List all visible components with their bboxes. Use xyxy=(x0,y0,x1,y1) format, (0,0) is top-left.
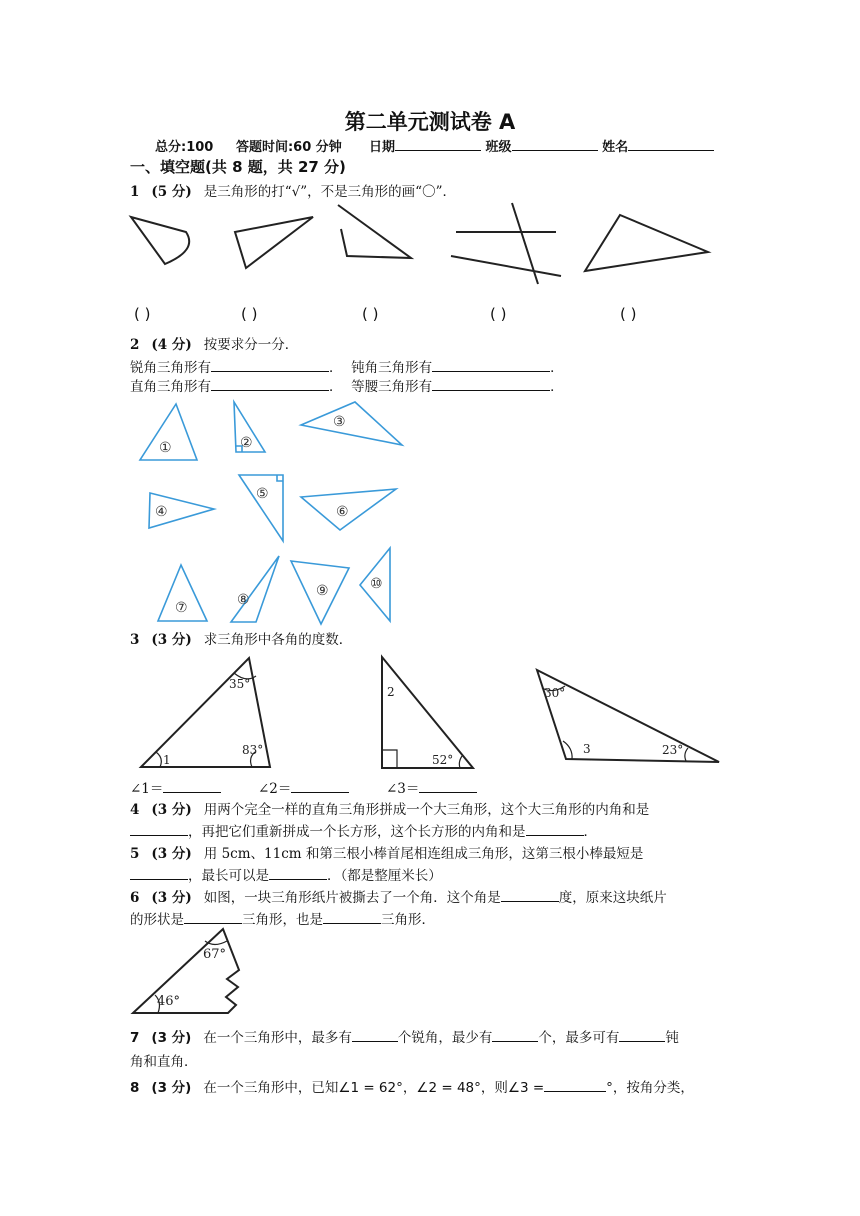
question-text: 在一个三角形中，已知∠1 = 62°，∠2 = 48°，则∠3 = xyxy=(203,1080,545,1096)
period: ． xyxy=(550,379,564,395)
answer-paren-1[interactable]: ( ) xyxy=(134,305,151,323)
separator: ． xyxy=(329,379,343,395)
triangle-label-3: ③ xyxy=(333,414,346,430)
angle-35: 35° xyxy=(229,677,251,691)
question-number: 8 xyxy=(130,1080,140,1096)
separator: ． xyxy=(329,360,343,376)
triangle-label-4: ④ xyxy=(155,504,168,520)
question-text: 用 5cm、11cm 和第三根小棒首尾相连组成三角形，这第三根小棒最短是 xyxy=(203,846,644,862)
triangle-label-2: ② xyxy=(240,435,253,451)
angle-23: 23° xyxy=(662,743,684,757)
question-number: 1 xyxy=(130,184,140,200)
question-text: ，最长可以是 xyxy=(188,868,269,884)
question-number: 3 xyxy=(130,632,140,648)
question-text: ，再把它们重新拼成一个长方形，这个长方形的内角和是 xyxy=(188,824,526,840)
q8-blank[interactable] xyxy=(544,1079,606,1092)
question-text: 用两个完全一样的直角三角形拼成一个大三角形，这个大三角形的内角和是 xyxy=(203,802,650,818)
triangle-label-10: ⑩ xyxy=(370,576,383,592)
isosceles-label: 等腰三角形有 xyxy=(351,379,433,395)
triangle-label-8: ⑧ xyxy=(237,592,250,608)
page-title: 第二单元测试卷 A xyxy=(344,110,516,134)
section-heading: 一、填空题(共 8 题，共 27 分) xyxy=(130,158,346,176)
angle-52: 52° xyxy=(432,753,454,767)
question-text: ．（都是整厘米长） xyxy=(327,868,442,884)
question-7-line-2: 角和直角． xyxy=(130,1054,198,1070)
triangle-label-1: ① xyxy=(159,440,172,456)
total-score: 总分:100 xyxy=(155,140,214,155)
question-text: 个，最多可有 xyxy=(538,1030,620,1046)
date-label: 日期 xyxy=(368,140,395,155)
question-number: 7 xyxy=(130,1030,140,1046)
acute-label: 锐角三角形有 xyxy=(130,360,211,376)
answer-paren-4[interactable]: ( ) xyxy=(490,305,507,323)
class-label: 班级 xyxy=(485,140,512,155)
question-text: 三角形，也是 xyxy=(242,912,323,928)
angle-3: 3 xyxy=(583,742,591,756)
angle-83: 83° xyxy=(242,743,264,757)
triangle-label-5: ⑤ xyxy=(256,486,269,502)
question-text: °，按角分类， xyxy=(606,1080,694,1096)
time-limit: 答题时间:60 分钟 xyxy=(235,140,342,155)
right-label: 直角三角形有 xyxy=(130,379,211,395)
question-points: (3 分) xyxy=(151,1030,192,1046)
question-text: 个锐角，最少有 xyxy=(397,1030,493,1046)
question-points: (3 分) xyxy=(151,1080,192,1096)
question-number: 5 xyxy=(130,846,140,862)
question-8 xyxy=(130,1076,694,1096)
question-points: (3 分) xyxy=(151,632,192,648)
question-text: 求三角形中各角的度数． xyxy=(203,632,353,648)
question-text: 度，原来这块纸片 xyxy=(558,890,667,906)
question-text: 按要求分一分． xyxy=(203,337,299,353)
answer-paren-2[interactable]: ( ) xyxy=(241,305,258,323)
question-text: 如图，一块三角形纸片被撕去了一个角．这个角是 xyxy=(203,890,501,906)
question-text: 是三角形的打“√”，不是三角形的画“〇”． xyxy=(203,184,456,200)
question-number: 2 xyxy=(130,337,140,353)
obtuse-label: 钝角三角形有 xyxy=(351,360,433,376)
triangle-label-9: ⑨ xyxy=(316,583,329,599)
angle-3-label: ∠3＝ xyxy=(386,781,420,797)
angle-1-label: ∠1＝ xyxy=(130,781,164,797)
period: ． xyxy=(583,824,597,840)
question-points: (4 分) xyxy=(151,337,192,353)
question-points: (5 分) xyxy=(151,184,192,200)
question-points: (3 分) xyxy=(151,802,192,818)
question-text: 三角形． xyxy=(381,912,435,928)
answer-paren-3[interactable]: ( ) xyxy=(362,305,379,323)
triangle-label-6: ⑥ xyxy=(336,504,349,520)
period: ． xyxy=(550,360,564,376)
question-number: 4 xyxy=(130,802,140,818)
question-text: 钝 xyxy=(665,1030,679,1046)
question-points: (3 分) xyxy=(151,890,192,906)
angle-30: 30° xyxy=(544,686,566,700)
question-7 xyxy=(130,1026,679,1046)
question-points: (3 分) xyxy=(151,846,192,862)
angle-2: 2 xyxy=(387,685,395,699)
angle-67: 67° xyxy=(203,947,227,962)
q7-blank-3[interactable] xyxy=(619,1029,665,1042)
angle-1: 1 xyxy=(163,753,171,767)
answer-paren-5[interactable]: ( ) xyxy=(620,305,637,323)
angle-2-label: ∠2＝ xyxy=(258,781,292,797)
question-text: 在一个三角形中，最多有 xyxy=(203,1030,352,1046)
q7-blank-1[interactable] xyxy=(352,1029,398,1042)
q7-blank-2[interactable] xyxy=(492,1029,538,1042)
angle-46: 46° xyxy=(157,994,181,1009)
question-text: 的形状是 xyxy=(130,912,184,928)
name-label: 姓名 xyxy=(602,140,629,155)
question-number: 6 xyxy=(130,890,140,906)
triangle-label-7: ⑦ xyxy=(175,600,188,616)
